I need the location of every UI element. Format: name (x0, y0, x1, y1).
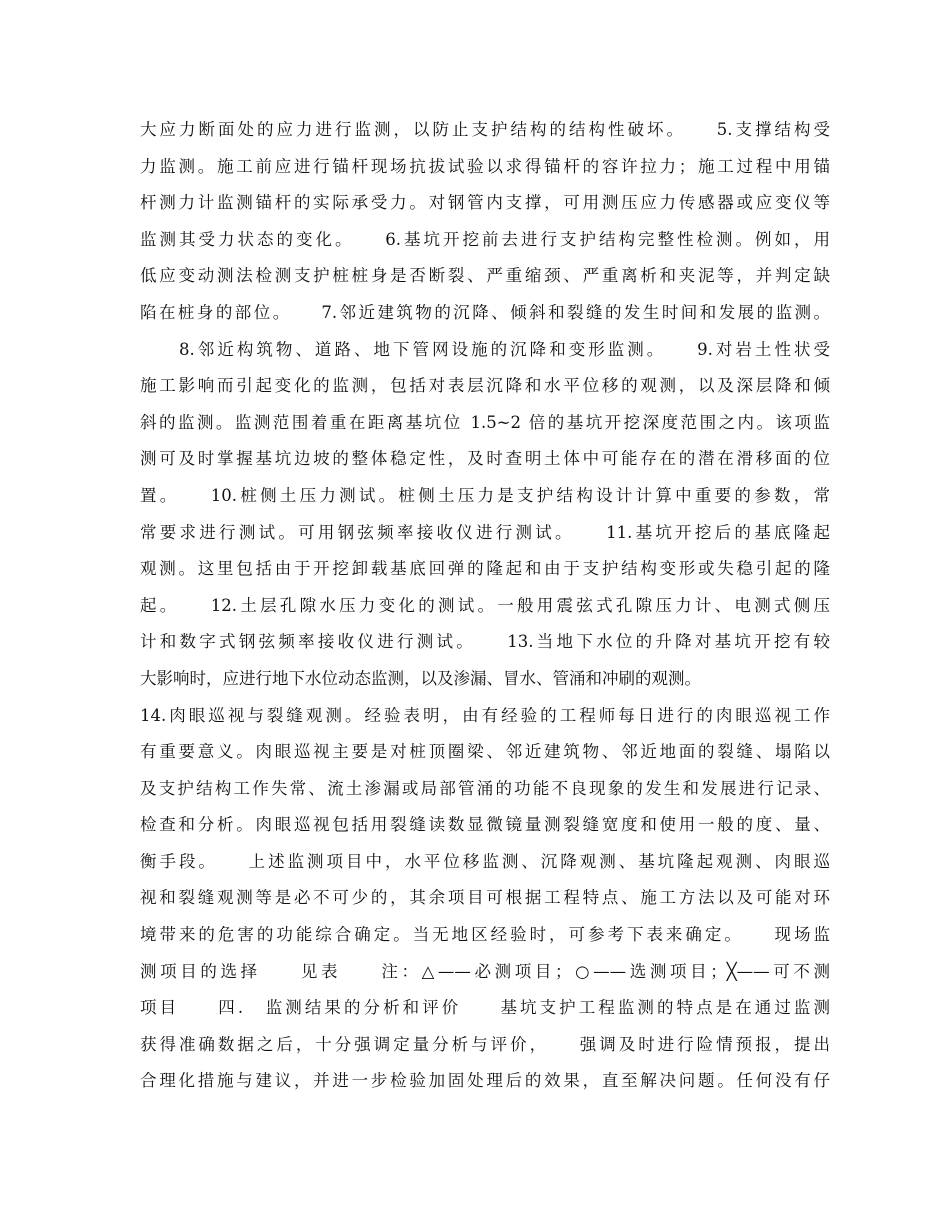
text-line: 观测。这里包括由于开挖卸载基底回弹的隆起和由于支护结构变形或失稳引起的隆 (140, 559, 830, 579)
text-line: 杆测力计监测锚杆的实际承受力。对钢管内支撑，可用测压应力传感器或应变仪等 (140, 193, 830, 213)
text-line: 大应力断面处的应力进行监测，以防止支护结构的结构性破坏。 5.支撑结构受 (140, 120, 830, 139)
text-line: 置。 10.桩侧土压力测试。桩侧土压力是支护结构设计计算中重要的参数，常 (140, 485, 830, 505)
text-line: 检查和分析。肉眼巡视包括用裂缝读数显微镜量测裂缝宽度和使用一般的度、量、 (140, 815, 830, 835)
text-line: 及支护结构工作失常、流土渗漏或局部管涌的功能不良现象的发生和发展进行记录、 (140, 778, 830, 798)
text-line: 衡手段。 上述监测项目中，水平位移监测、沉降观测、基坑隆起观测、肉眼巡 (140, 851, 830, 871)
text-line: 项目 四. 监测结果的分析和评价 基坑支护工程监测的特点是在通过监测 (140, 998, 830, 1018)
body-text (140, 112, 830, 1100)
text-line: 视和裂缝观测等是必不可少的，其余项目可根据工程特点、施工方法以及可能对环 (140, 888, 830, 908)
text-line: 有重要意义。肉眼巡视主要是对桩顶圈梁、邻近建筑物、邻近地面的裂缝、塌陷以 (140, 742, 830, 762)
text-line: 常要求进行测试。可用钢弦频率接收仪进行测试。 11.基坑开挖后的基底隆起 (140, 522, 830, 542)
text-line: 施工影响而引起变化的监测，包括对表层沉降和水平位移的观测，以及深层降和倾 (140, 376, 830, 396)
text-line: 测项目的选择 见表 注：△——必测项目；○——选测项目；╳——可不测 (140, 961, 830, 981)
text-line: 合理化措施与建议，并进一步检验加固处理后的效果，直至解决问题。任何没有仔 (140, 1071, 830, 1091)
text-line: 斜的监测。监测范围着重在距离基坑位 1.5~2 倍的基坑开挖深度范围之内。该项监 (140, 412, 830, 432)
text-line: 起。 12.土层孔隙水压力变化的测试。一般用震弦式孔隙压力计、电测式侧压 (140, 595, 830, 615)
text-line: 境带来的危害的功能综合确定。当无地区经验时，可参考下表来确定。 现场监 (140, 925, 830, 945)
text-line: 8.邻近构筑物、道路、地下管网设施的沉降和变形监测。 9.对岩土性状受 (140, 339, 830, 359)
text-line: 大影响时，应进行地下水位动态监测，以及渗漏、冒水、管涌和冲刷的观测。 (140, 668, 701, 688)
text-line: 计和数字式钢弦频率接收仪进行测试。 13.当地下水位的升降对基坑开挖有较 (140, 632, 830, 652)
text-line: 力监测。施工前应进行锚杆现场抗拔试验以求得锚杆的容许拉力；施工过程中用锚 (140, 156, 830, 176)
text-line: 陷在桩身的部位。 7.邻近建筑物的沉降、倾斜和裂缝的发生时间和发展的监测。 (140, 302, 830, 322)
text-line: 14.肉眼巡视与裂缝观测。经验表明，由有经验的工程师每日进行的肉眼巡视工作 (140, 705, 830, 725)
text-line: 监测其受力状态的变化。 6.基坑开挖前去进行支护结构完整性检测。例如，用 (140, 229, 830, 249)
text-line: 测可及时掌握基坑边坡的整体稳定性，及时查明土体中可能存在的潜在滑移面的位 (140, 449, 830, 469)
text-line: 低应变动测法检测支护桩桩身是否断裂、严重缩颈、严重离析和夹泥等，并判定缺 (140, 266, 830, 286)
text-line: 获得准确数据之后，十分强调定量分析与评价， 强调及时进行险情预报，提出 (140, 1034, 830, 1054)
